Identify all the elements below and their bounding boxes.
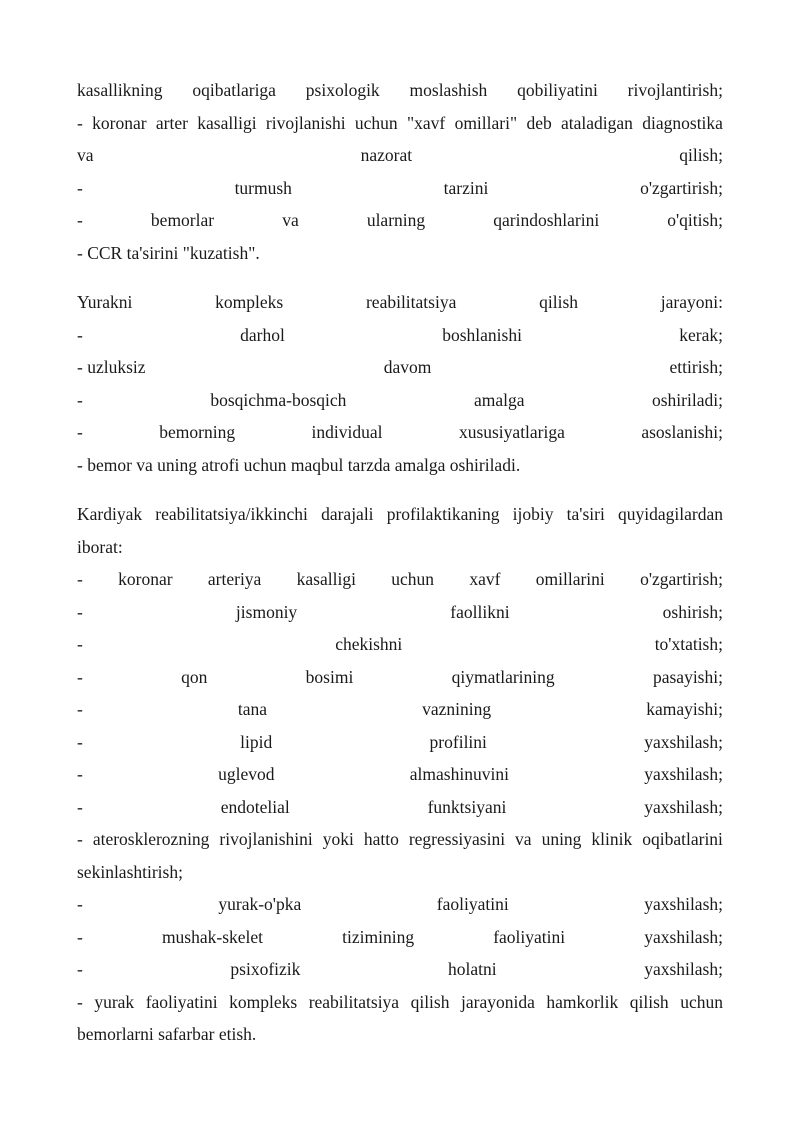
word: yaxshilash; [644, 926, 723, 947]
word: asoslanishi; [641, 422, 723, 442]
word: lipid [240, 731, 273, 752]
word: - uzluksiz [77, 357, 146, 377]
word: - [77, 991, 83, 1012]
word: diagnostika [642, 112, 723, 133]
word: profilini [429, 731, 487, 752]
word: ta'siri [566, 504, 605, 524]
word: darajali [321, 504, 374, 524]
word: rivojlantirish; [627, 80, 723, 100]
text-line [77, 628, 723, 661]
word: reabilitatsiya [308, 991, 400, 1012]
document-page [77, 74, 723, 1051]
word: oshiriladi; [652, 389, 723, 410]
word: - [77, 666, 83, 687]
word: omillari" [454, 112, 518, 133]
text-line [77, 596, 723, 629]
word: funktsiyani [427, 796, 507, 817]
paragraph [77, 498, 723, 1051]
word: Kardiyak [77, 504, 143, 524]
word: - [77, 389, 83, 410]
word: - [77, 959, 83, 979]
word: turmush [234, 177, 292, 198]
word: to'xtatish; [654, 634, 723, 654]
text-line [77, 953, 723, 986]
word: qilish [410, 991, 450, 1012]
word: jismoniy [235, 601, 298, 622]
word: ettirish; [669, 357, 723, 377]
word: jarayonida [460, 991, 535, 1012]
word: arteriya [207, 569, 262, 589]
word: kerak; [679, 324, 723, 345]
word: yurak [94, 991, 135, 1012]
text-line: - bemor va uning atrofi uchun maqbul tarzda amalga oshiriladi. [77, 454, 521, 475]
word: bemorlar [150, 210, 215, 230]
text-line: - CCR ta'sirini "kuzatish". [77, 242, 260, 263]
text-line [77, 204, 723, 237]
text-line [77, 791, 723, 824]
word: - [77, 796, 83, 817]
word: - [77, 210, 83, 230]
text-line [77, 172, 723, 205]
word: yaxshilash; [644, 959, 723, 979]
paragraph [77, 286, 723, 481]
word: ijobiy [512, 504, 554, 524]
word: tarzini [443, 177, 489, 198]
word: qiymatlarining [451, 666, 555, 687]
word: uchun [391, 569, 435, 589]
word: regressiyasini [408, 829, 506, 849]
word: uchun [354, 112, 398, 133]
word: "xavf [407, 112, 446, 133]
word: tizimining [342, 926, 415, 947]
word: o'zgartirish; [640, 569, 723, 589]
word: boshlanishi [442, 324, 522, 345]
word: psixofizik [230, 959, 301, 979]
text-line [77, 823, 723, 856]
word: qobiliyatini [517, 80, 598, 100]
word: aterosklerozning [92, 829, 210, 849]
word: xususiyatlariga [458, 422, 565, 442]
word: kasalligi [197, 112, 257, 133]
word: uchun [680, 991, 723, 1012]
text-line [77, 888, 723, 921]
word: - [77, 601, 83, 622]
text-line: iborat: [77, 536, 123, 557]
word: moslashish [409, 80, 488, 100]
word: oqibatlarini [642, 829, 723, 849]
word: hamkorlik [546, 991, 619, 1012]
word: kompleks [215, 292, 284, 312]
word: jarayoni: [660, 292, 723, 312]
word: kasalligi [296, 569, 356, 589]
word: faoliyatini [436, 894, 509, 914]
word: bosqichma-bosqich [210, 389, 347, 410]
word: hatto [363, 829, 399, 849]
word: - [77, 926, 83, 947]
text-line [77, 921, 723, 954]
word: faollikni [450, 601, 510, 622]
word: uglevod [218, 764, 275, 784]
word: ataladigan [561, 112, 633, 133]
word: - [77, 764, 83, 784]
word: yaxshilash; [644, 796, 723, 817]
word: yaxshilash; [644, 731, 723, 752]
word: - [77, 112, 83, 133]
word: - [77, 829, 83, 849]
word: - [77, 324, 83, 345]
word: omillarini [535, 569, 605, 589]
word: mushak-skelet [161, 926, 264, 947]
word: oshirish; [662, 601, 723, 622]
word: reabilitatsiya/ikkinchi [155, 504, 308, 524]
word: ularning [366, 210, 426, 230]
text-line: bemorlarni safarbar etish. [77, 1024, 257, 1044]
word: - [77, 894, 83, 914]
word: vaznining [422, 699, 492, 719]
text-line [77, 139, 723, 172]
word: - [77, 699, 83, 719]
word: kamayishi; [646, 699, 723, 719]
word: klinik [591, 829, 633, 849]
word: - [77, 569, 83, 589]
word: oqibatlariga [192, 80, 276, 100]
word: deb [526, 112, 552, 133]
word: yaxshilash; [644, 894, 723, 914]
text-line [77, 563, 723, 596]
word: individual [311, 422, 383, 442]
word: holatni [448, 959, 497, 979]
word: koronar [92, 112, 147, 133]
text-line [77, 384, 723, 417]
text-line [77, 726, 723, 759]
word: rivojlanishini [219, 829, 313, 849]
word: qilish [539, 292, 579, 312]
word: kasallikning [77, 80, 163, 100]
word: darhol [240, 324, 285, 345]
text-line [77, 498, 723, 531]
word: xavf [469, 569, 501, 589]
word: nazorat [360, 145, 413, 165]
word: - [77, 422, 83, 442]
word: profilaktikaning [386, 504, 500, 524]
text-line [77, 416, 723, 449]
text-line [77, 107, 723, 140]
text-line [77, 286, 723, 319]
text-line [77, 986, 723, 1019]
word: rivojlanishi [265, 112, 346, 133]
word: yurak-o'pka [218, 894, 302, 914]
word: - [77, 177, 83, 198]
word: quyidagilardan [618, 504, 723, 524]
word: o'zgartirish; [640, 177, 723, 198]
text-line [77, 693, 723, 726]
text-line [77, 74, 723, 107]
word: psixologik [305, 80, 380, 100]
word: - [77, 731, 83, 752]
text-line [77, 351, 723, 384]
word: bosimi [305, 666, 354, 687]
word: kompleks [229, 991, 298, 1012]
word: qilish [629, 991, 669, 1012]
text-line: sekinlashtirish; [77, 861, 183, 882]
word: arter [155, 112, 188, 133]
word: - [77, 634, 83, 654]
word: almashinuvini [409, 764, 509, 784]
paragraph [77, 74, 723, 269]
word: o'qitish; [667, 210, 723, 230]
text-line [77, 319, 723, 352]
word: faoliyatini [145, 991, 218, 1012]
word: qarindoshlarini [493, 210, 600, 230]
word: uning [541, 829, 582, 849]
word: reabilitatsiya [365, 292, 457, 312]
word: tana [237, 699, 268, 719]
word: Yurakni [77, 292, 133, 312]
word: pasayishi; [652, 666, 723, 687]
word: faoliyatini [493, 926, 566, 947]
word: qon [181, 666, 208, 687]
word: amalga [473, 389, 525, 410]
text-line [77, 758, 723, 791]
word: endotelial [220, 796, 290, 817]
word: davom [383, 357, 432, 377]
word: chekishni [335, 634, 403, 654]
word: yaxshilash; [644, 764, 723, 784]
word: yoki [322, 829, 354, 849]
word: va [282, 210, 299, 230]
text-line [77, 661, 723, 694]
word: koronar [118, 569, 173, 589]
word: bemorning [159, 422, 236, 442]
word: qilish; [679, 145, 723, 165]
word: va [515, 829, 532, 849]
word: va [77, 145, 94, 165]
